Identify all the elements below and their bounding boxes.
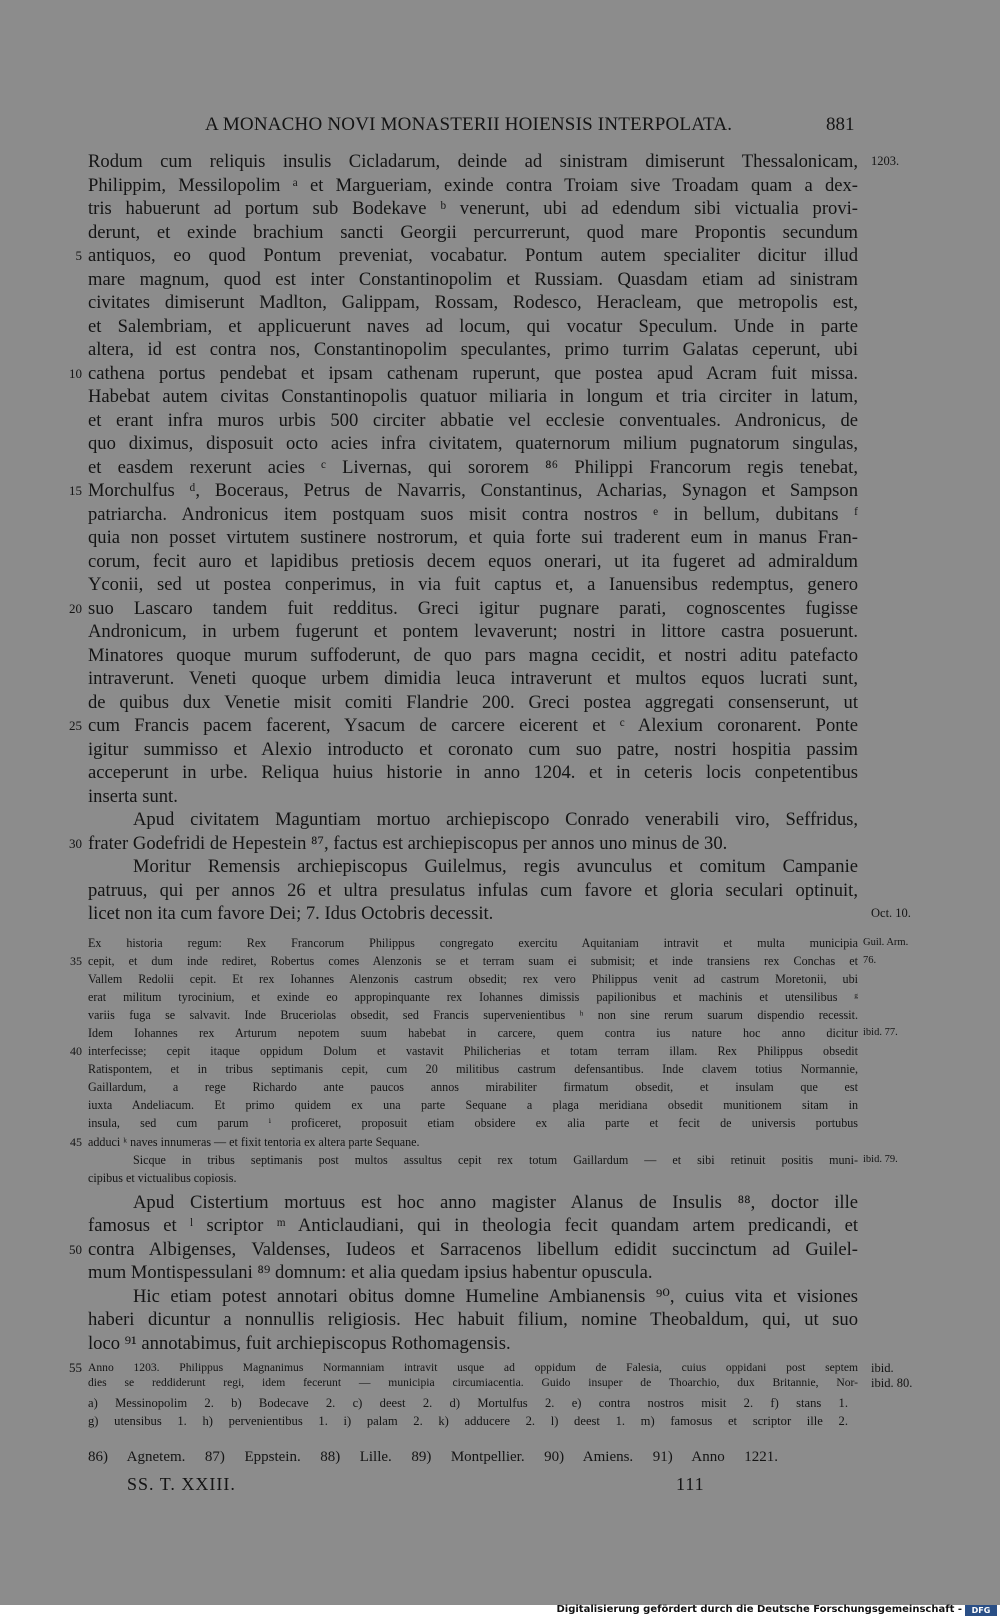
small-line: erat militum tyrocinium, et exinde eo appropinquante rex Iohannes dimissis papilionibus et machinis et utensilibus ᵍ — [88, 989, 858, 1004]
main-line: Yconii, sed ut postea conperimus, in via fuit captus et, a Ianuensibus redemptus, genero — [88, 574, 858, 595]
main-line: suo Lascaro tandem fuit redditus. Greci igitur pugnare parati, cognoscentes fugisse 20 — [88, 597, 858, 621]
margin-note: ibid. 79. — [863, 1153, 898, 1165]
main-line: derunt, et exinde brachium sancti Georgii percurrerunt, quod mare Propontis secundum — [88, 221, 858, 243]
main-line: cum Francis pacem facerent, Ysacum de carcere eicerent et ᶜ Alexium coronarent. Ponte 25 — [88, 714, 858, 738]
main-line: haberi dicuntur a nonnullis religiosis. Hec habuit filium, nomine Theobaldum, qui, ut suo — [88, 1309, 858, 1331]
margin-note: ibid. 77. — [863, 1026, 898, 1038]
digitization-credit: Digitalisierung gefördert durch die Deutsche Forschungsgemeinschaft - — [556, 1604, 962, 1615]
main-line: Morchulfus ᵈ, Boceraus, Petrus de Navarris, Constantinus, Acharias, Synagon et Sampson 15 — [88, 479, 858, 503]
small-line: Gaillardum, a rege Richardo ante paucos annos mirabiliter firmatum obsedit, et insulam que est — [88, 1080, 858, 1095]
main-line: Philippim, Messilopolim ᵃ et Margueriam, exinde contra Troiam sive Troadam quam a dex- — [88, 174, 858, 196]
main-line: de quibus dux Venetie misit comiti Flandrie 200. Greci postea aggregati consenserunt, ut — [88, 691, 858, 713]
main-text — [69, 150, 913, 1390]
main-line: et easdem rexerunt acies ᶜ Livernas, qui sororem ⁸⁶ Philippi Francorum regis tenebat, — [88, 456, 858, 478]
line-number: 20 — [69, 600, 82, 616]
main-line: famosus et ˡ scriptor ᵐ Anticlaudiani, qui in theologia fecit quandam artem predicandi, et — [88, 1215, 858, 1237]
margin-note: Guil. Arm. — [863, 936, 909, 948]
main-line: mum Montispessulani ⁸⁹ domnum: et alia quedam ipsius habentur opuscula. — [88, 1262, 653, 1284]
running-header — [0, 114, 1000, 138]
margin-note: 1203. — [871, 154, 900, 168]
main-line: altera, id est contra nos, Constantinopolim speculantes, primo turrim Galatas ceperunt, ubi — [88, 339, 858, 360]
main-line: et Salembriam, et applicuerunt naves ad locum, qui vocatur Speculum. Unde in parte — [88, 315, 858, 337]
page-number: 881 — [826, 114, 855, 135]
main-line: Habebat autem civitas Constantinopolis quatuor miliaria in longum et tria circiter in latum, — [88, 386, 858, 407]
line-number: 40 — [70, 1044, 82, 1059]
small-line: insula, sed cum parum ⁱ proficeret, proposuit etiam obsidere ex alia parte et fecit de universis portubus — [88, 1116, 858, 1131]
main-line: patriarcha. Andronicus item postquam suos misit contra nostros ᵉ in bellum, dubitans ᶠ — [88, 503, 858, 525]
footnote-line-1: a) Messinopolim 2. b) Bodecave 2. c) deest 2. d) Mortulfus 2. e) contra nostros misit 2. f) stans 1. — [88, 1396, 848, 1410]
line-number: 25 — [69, 718, 82, 733]
main-line: frater Godefridi de Hepestein ⁸⁷, factus est archiepiscopus per annos uno minus de 30. 30 — [88, 832, 858, 856]
main-line: antiquos, eo quod Pontum preveniat, vocabatur. Pontum autem specialiter dicitur illud 5 — [88, 244, 858, 268]
main-line: patruus, qui per annos 26 et ultra presulatus infulas cum favore et gloria seculari optinuit, — [88, 879, 858, 901]
main-line: inserta sunt. — [88, 785, 178, 807]
numbered-footnotes: 86) Agnetem. 87) Eppstein. 88) Lille. 89) Montpellier. 90) Amiens. 91) Anno 1221. — [88, 1449, 778, 1465]
small-line: Sicque in tribus septimanis post multos assultus cepit rex totum Gaillardum — et sibi retinuit positis muni- ibid. 79. — [88, 1151, 858, 1169]
main-line: Andronicum, in urbem fugerunt et pontem levaverunt; nostri in littore castra posuerunt. — [88, 621, 858, 642]
main-line: loco ⁹¹ annotabimus, fuit archiepiscopus Rothomagensis. — [88, 1332, 511, 1354]
main-line: corum, fecit auro et lapidibus pretiosis decem equos onerari, ut ita fugeret ad admiraldum — [88, 550, 858, 572]
annals-line: Anno 1203. Philippus Magnanimus Normanniam intravit usque ad oppidum de Falesia, cuius oppidani post septem 55 ibid. — [88, 1361, 858, 1376]
main-line: intraverunt. Veneti quoque urbem dimidia leuca intraverunt et multos equos lucrati sunt, — [88, 668, 858, 689]
line-number: 30 — [69, 835, 82, 851]
small-line: variis fuga se salvavit. Inde Bruceriolas obsedit, sed Francis supervenientibus ʰ non sine rerum suarum dispendio recessit. — [88, 1007, 858, 1022]
header-title: A MONACHO NOVI MONASTERII HOIENSIS INTERPOLATA. — [205, 114, 733, 135]
line-number: 35 — [70, 953, 82, 968]
small-line: Ex historia regum: Rex Francorum Philippus congregato exercitu Aquitaniam intravit et multa municipia Guil. Arm. — [88, 934, 858, 952]
margin-note: 76. — [863, 954, 877, 966]
signature-right: 111 — [676, 1474, 705, 1494]
main-line: et erant infra muros urbis 500 circiter abbatie vel ecclesie conventuales. Andronicus, de — [88, 409, 858, 431]
line-number: 15 — [69, 483, 82, 498]
line-number: 5 — [75, 248, 82, 263]
signature-left: SS. T. XXIII. — [127, 1474, 236, 1494]
line-number: 50 — [69, 1241, 82, 1257]
margin-note: Oct. 10. — [871, 906, 911, 920]
annals-line: dies se reddiderunt regi, idem fecerunt — municipia circumiacentia. Guido insuper de Thoarchio, dux Britannie, Nor- ibid. 80. — [88, 1375, 913, 1390]
margin-note: ibid. 80. — [871, 1375, 913, 1390]
main-line: civitates dimiserunt Madlton, Galippam, Rossam, Rodesco, Heracleam, que metropolis est, — [88, 292, 858, 313]
main-line: Minatores quoque murum suffoderunt, de quo pars magna cecidit, et nostri aditu patefacto — [88, 644, 858, 666]
main-line: acceperunt in urbe. Reliqua huius historie in anno 1204. et in ceteris locis conpetentibus — [88, 762, 858, 783]
margin-note: ibid. — [871, 1361, 894, 1376]
small-line: cepit, et dum inde rediret, Robertus comes Alenzonis se et terram suam ei submisit; et inde transiens rex Conchas et 35 76. — [88, 952, 858, 970]
main-line: quia non posset virtutem sustinere nostrorum, et quia forte sui traderent eum in manus Fran- — [88, 527, 858, 548]
main-line: contra Albigenses, Valdenses, Iudeos et Sarracenos libellum edidit succinctum ad Guilel- 50 — [88, 1238, 858, 1262]
small-line: Ratispontem, et in tribus septimanis cepit, cum 20 militibus castrum defensantibus. Inde clavem totius Normannie, — [88, 1062, 858, 1077]
main-line: cathena portus pendebat et ipsam cathenam ruperunt, que postea apud Acram fuit missa. 10 — [88, 362, 858, 386]
line-number: 45 — [70, 1134, 82, 1149]
main-line: Apud Cistertium mortuus est hoc anno magister Alanus de Insulis ⁸⁸, doctor ille — [133, 1191, 858, 1213]
small-line: interfecisse; cepit itaque oppidum Dolum et vastavit Philicherias et totam terram illam. Rex Philippus obsedit 40 — [88, 1042, 858, 1060]
main-line: igitur summisso et Alexio introducto et coronato cum suo patre, nostri hospitia passim — [88, 738, 858, 760]
small-line: Vallem Redolii cepit. Et rex Iohannes Alenzonis castrum obsedit; rex vero Philippus venit ad castrum Moretonii, ubi — [88, 971, 858, 986]
main-line: Moritur Remensis archiepiscopus Guilelmus, regis avunculus et comitum Campanie — [133, 856, 858, 877]
main-line: Hic etiam potest annotari obitus domne Humeline Ambianensis ⁹⁰, cuius vita et visiones — [133, 1285, 858, 1307]
main-line: Apud civitatem Maguntiam mortuo archiepiscopo Conrado venerabili viro, Seffridus, — [133, 809, 858, 830]
dfg-logo: DFG — [965, 1605, 997, 1616]
small-line: Idem Iohannes rex Arturum nepotem suum habebat in carcere, quem contra ius nature hoc anno dicitur ibid. 77. — [88, 1024, 858, 1042]
small-line: iuxta Andeliacum. Et primo quidem ex una parte Sequane a plaga meridiana obsedit munitionem sitam in — [88, 1098, 858, 1113]
main-line: licet non ita cum favore Dei; 7. Idus Octobris decessit. Oct. 10. — [88, 903, 911, 924]
footnote-line-2: g) utensibus 1. h) pervenientibus 1. i) palam 2. k) adducere 2. l) deest 1. m) famosus et scriptor ille 2. — [88, 1414, 848, 1428]
main-line: tris habuerunt ad portum sub Bodekave ᵇ venerunt, ubi ad edendum sibi victualia provi- — [88, 198, 858, 219]
main-line: quo diximus, disposuit octo acies infra civitatem, quaternorum milium pugnatorum singulas, — [88, 433, 858, 454]
main-line: mare magnum, quod est inter Constantinopolim et Russiam. Quasdam etiam ad sinistram — [88, 268, 858, 290]
line-number: 55 — [69, 1360, 82, 1376]
small-line: adduci ᵏ naves innumeras — et fixit tentoria ex altera parte Sequane. 45 — [88, 1133, 858, 1151]
line-number: 10 — [69, 365, 82, 381]
small-line: cipibus et victualibus copiosis. — [88, 1170, 237, 1185]
main-line: Rodum cum reliquis insulis Cicladarum, deinde ad sinistram dimiserunt Thessalonicam, 1203. — [88, 151, 900, 172]
